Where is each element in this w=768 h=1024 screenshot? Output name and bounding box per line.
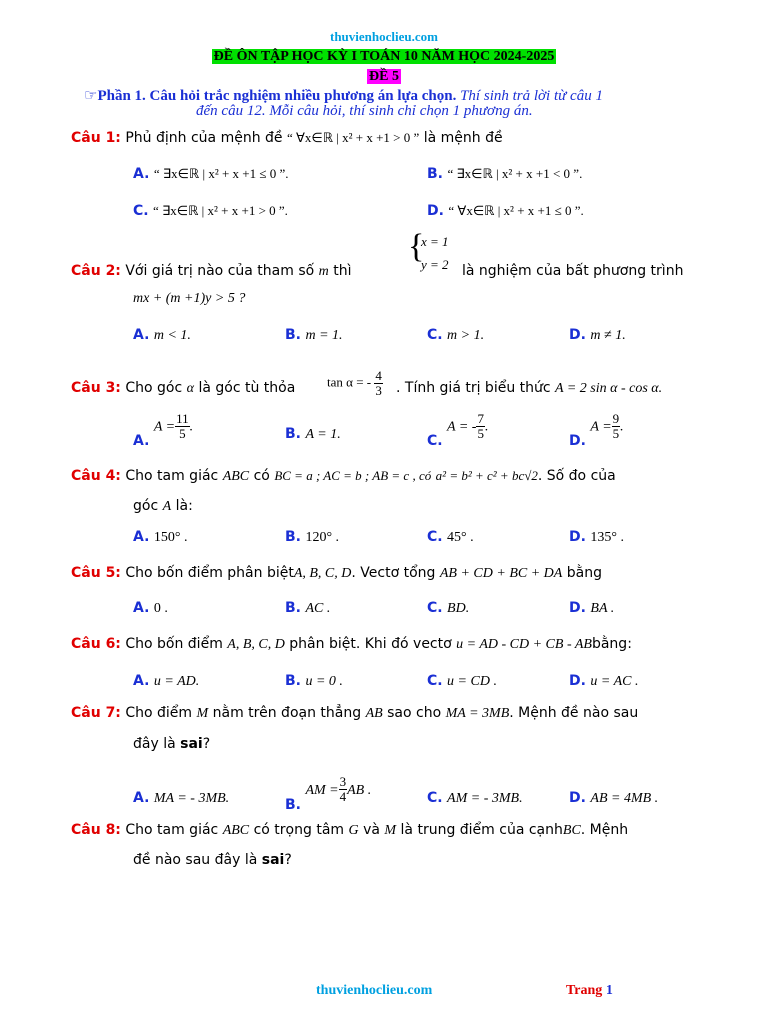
system-line-1: x = 1 xyxy=(421,234,449,249)
part-instructions-1: Thí sinh trả lời từ câu 1 xyxy=(456,88,603,104)
question-text: Cho điểm xyxy=(125,705,193,721)
option-text: m < 1. xyxy=(153,328,191,343)
part-instructions-line2 xyxy=(196,103,533,120)
question-label: Câu 7: xyxy=(71,705,121,721)
option-d[interactable] xyxy=(569,600,614,617)
option-text: A = xyxy=(590,419,612,435)
option-letter: C. xyxy=(427,327,443,343)
question-label: Câu 8: xyxy=(71,822,121,838)
footer-site: thuvienhoclieu.com xyxy=(316,983,433,998)
tan-condition: tan α = - $\frac{4}{3}$ xyxy=(327,368,382,398)
option-letter: D. xyxy=(569,673,586,689)
option-letter: A. xyxy=(133,673,150,689)
option-text: u = AC . xyxy=(590,674,639,689)
question-label: Câu 3: xyxy=(71,380,121,396)
option-letter: A. xyxy=(133,790,150,806)
question-8-line2: đề nào sau đây là sai? xyxy=(133,852,292,868)
part-title: Phần 1. Câu hỏi trắc nghiệm nhiều phương án lựa chọn. xyxy=(97,88,457,104)
question-expression: “ ∀x∈ℝ | x² + x +1 > 0 ” xyxy=(286,130,420,145)
fraction: $\frac{7}{5}$ xyxy=(477,411,484,441)
question-text: Cho tam giác xyxy=(125,468,219,484)
option-letter: B. xyxy=(285,327,301,343)
exam-title-wrap xyxy=(0,45,768,65)
option-letter: D. xyxy=(569,432,586,449)
fraction: $\frac{11}{5}$ xyxy=(176,411,189,441)
question-4: Câu 4: Cho tam giác ABC có BC = a ; AC = b ; AB = c , có a² = b² + c² + bc√2. Số đo của xyxy=(71,468,616,484)
option-letter: C. xyxy=(133,203,149,219)
triangle-name: ABC xyxy=(222,469,250,484)
question-label: Câu 2: xyxy=(71,263,121,279)
fraction: $\frac{9}{5}$ xyxy=(612,411,620,441)
option-letter: B. xyxy=(285,673,301,689)
question-2-tail: là nghiệm của bất phương trình xyxy=(462,263,684,279)
option-letter: B. xyxy=(285,796,301,813)
question-2 xyxy=(71,263,352,280)
question-3-text: . Tính giá trị biểu thức A = 2 sin α - cos α. xyxy=(396,380,663,396)
option-letter: C. xyxy=(427,673,443,689)
question-4-line2: góc A là: xyxy=(133,498,193,514)
system-brace: { xyxy=(408,228,425,265)
option-text: BA . xyxy=(590,601,615,616)
option-d[interactable] xyxy=(569,790,658,807)
option-text: u = 0 . xyxy=(305,674,343,689)
option-letter: B. xyxy=(427,166,443,182)
option-letter: B. xyxy=(285,600,301,616)
option-text: m ≠ 1. xyxy=(590,328,626,343)
option-text: AM = - 3MB. xyxy=(447,791,523,806)
option-letter: C. xyxy=(427,529,443,545)
option-text: 150° . xyxy=(153,530,188,545)
header-site: thuvienhoclieu.com xyxy=(330,29,438,44)
question-label: Câu 6: xyxy=(71,636,121,652)
question-3 xyxy=(71,380,295,397)
vector-expression: u = AD - CD + CB - AB xyxy=(456,637,592,652)
question-8: Câu 8: Cho tam giác ABC có trọng tâm G và M là trung điểm của cạnhBC. Mệnh xyxy=(71,822,629,838)
option-text: 0 . xyxy=(153,601,168,616)
option-a[interactable] xyxy=(133,790,229,807)
question-thi: thì xyxy=(333,263,352,279)
option-c[interactable] xyxy=(427,529,474,546)
vector-sum: AB + CD + BC + DA xyxy=(439,566,563,581)
option-b[interactable] xyxy=(285,426,341,443)
option-text: m > 1. xyxy=(447,328,485,343)
exam-number-wrap xyxy=(0,65,768,85)
option-b[interactable]: B. AM = $\frac{3}{4}$ AB . xyxy=(285,774,372,813)
option-letter: D. xyxy=(569,790,586,806)
option-c[interactable] xyxy=(427,673,497,690)
option-letter: C. xyxy=(427,432,443,449)
question-7: Câu 7: Cho điểm M nằm trên đoạn thẳng AB sao cho MA = 3MB. Mệnh đề nào sau xyxy=(71,705,639,721)
option-text: AC . xyxy=(305,601,331,616)
option-d[interactable] xyxy=(569,673,639,690)
option-b[interactable] xyxy=(285,529,339,546)
question-text: Phủ định của mệnh đề xyxy=(125,130,283,146)
question-text: Với giá trị nào của tham số xyxy=(125,263,315,279)
question-5: Câu 5: Cho bốn điểm phân biệtA, B, C, D. Vectơ tổng AB + CD + BC + DA bằng xyxy=(71,565,603,581)
option-letter: A. xyxy=(133,600,150,616)
question-text: Cho bốn điểm xyxy=(125,636,223,652)
option-text: “ ∃x∈ℝ | x² + x +1 ≤ 0 ”. xyxy=(153,166,289,181)
option-text: BD. xyxy=(447,601,470,616)
question-1 xyxy=(71,130,503,146)
option-letter: D. xyxy=(569,327,586,343)
option-d[interactable] xyxy=(569,327,626,344)
option-c[interactable] xyxy=(427,327,484,344)
option-text: u = AD. xyxy=(153,674,200,689)
option-text: AB = 4MB . xyxy=(590,791,659,806)
exam-number: ĐỀ 5 xyxy=(369,69,399,84)
option-a[interactable] xyxy=(133,529,187,546)
option-b[interactable] xyxy=(427,166,582,182)
option-c[interactable] xyxy=(133,203,288,219)
option-a[interactable] xyxy=(133,673,199,690)
exam-title: ĐỀ ÔN TẬP HỌC KỲ I TOÁN 10 NĂM HỌC 2024-2025 xyxy=(213,49,555,64)
option-text: u = CD . xyxy=(447,674,497,689)
option-text: 135° . xyxy=(590,530,625,545)
question-6: Câu 6: Cho bốn điểm A, B, C, D phân biệt. Khi đó vectơ u = AD - CD + CB - ABbằng: xyxy=(71,636,632,652)
points: A, B, C, D xyxy=(227,637,285,652)
option-text: m = 1. xyxy=(305,328,343,343)
option-a[interactable] xyxy=(133,327,191,344)
part-instructions-2: đến câu 12. Mỗi câu hỏi, thí sinh chỉ chọn 1 phương án. xyxy=(196,103,533,119)
question-label: Câu 4: xyxy=(71,468,121,484)
side-conditions: BC = a ; AC = b ; AB = c , có xyxy=(274,468,432,483)
question-text: là góc tù thỏa xyxy=(198,380,296,396)
option-d[interactable] xyxy=(427,203,584,219)
option-text: 45° . xyxy=(447,530,474,545)
option-a[interactable] xyxy=(133,166,289,182)
option-c[interactable]: C. A = - $\frac{7}{5}$ . xyxy=(427,411,489,449)
option-text: A = 1. xyxy=(305,427,341,442)
option-b[interactable] xyxy=(285,600,330,617)
cosine-equation: a² = b² + c² + bc√2 xyxy=(435,468,538,483)
option-d[interactable]: D. A = $\frac{9}{5}$ . xyxy=(569,411,624,449)
option-b[interactable] xyxy=(285,327,343,344)
fraction: $\frac{3}{4}$ xyxy=(339,774,347,804)
option-letter: D. xyxy=(569,600,586,616)
points: A, B, C, D xyxy=(293,566,352,581)
alpha-symbol: α xyxy=(186,381,194,396)
option-letter: D. xyxy=(569,529,586,545)
question-label: Câu 5: xyxy=(71,565,121,581)
option-letter: A. xyxy=(133,432,150,449)
option-text: “ ∃x∈ℝ | x² + x +1 < 0 ”. xyxy=(447,166,583,181)
option-letter: C. xyxy=(427,790,443,806)
option-letter: A. xyxy=(133,166,150,182)
option-letter: B. xyxy=(285,426,301,442)
option-text: AM = xyxy=(305,782,339,798)
option-text: MA = - 3MB. xyxy=(153,791,230,806)
question-label: Câu 1: xyxy=(71,130,121,146)
option-a[interactable] xyxy=(133,600,168,617)
option-text: 120° . xyxy=(305,530,340,545)
question-text: Cho bốn điểm phân biệt xyxy=(125,565,294,581)
option-d[interactable] xyxy=(569,529,624,546)
fraction: $\frac{4}{3}$ xyxy=(375,368,382,398)
option-a[interactable]: A. A = $\frac{11}{5}$ . xyxy=(133,411,194,449)
option-text: A = - xyxy=(447,419,477,435)
page-number: Trang 1 xyxy=(566,983,613,998)
option-b[interactable] xyxy=(285,673,343,690)
pointing-hand-icon: ☞ xyxy=(84,88,98,104)
question-text: Cho tam giác xyxy=(125,822,219,838)
system-line-2: y = 2 xyxy=(421,257,449,272)
option-letter: D. xyxy=(427,203,444,219)
option-letter: B. xyxy=(285,529,301,545)
question-expression: A = 2 sin α - cos α. xyxy=(555,381,663,396)
option-c[interactable] xyxy=(427,600,469,617)
option-c[interactable] xyxy=(427,790,523,807)
option-text: “ ∃x∈ℝ | x² + x +1 > 0 ”. xyxy=(153,203,288,218)
option-text: A = xyxy=(153,419,176,435)
question-2-inequality: mx + (m +1)y > 5 ? xyxy=(133,291,246,306)
option-letter: C. xyxy=(427,600,443,616)
question-text: Cho góc xyxy=(125,380,183,396)
question-tail: là mệnh đề xyxy=(423,130,503,146)
option-letter: A. xyxy=(133,327,150,343)
parameter-m: m xyxy=(318,264,329,279)
question-7-line2: đây là sai? xyxy=(133,736,211,752)
option-text: “ ∀x∈ℝ | x² + x +1 ≤ 0 ”. xyxy=(448,203,584,218)
option-letter: A. xyxy=(133,529,150,545)
ratio-condition: MA = 3MB xyxy=(445,706,510,721)
